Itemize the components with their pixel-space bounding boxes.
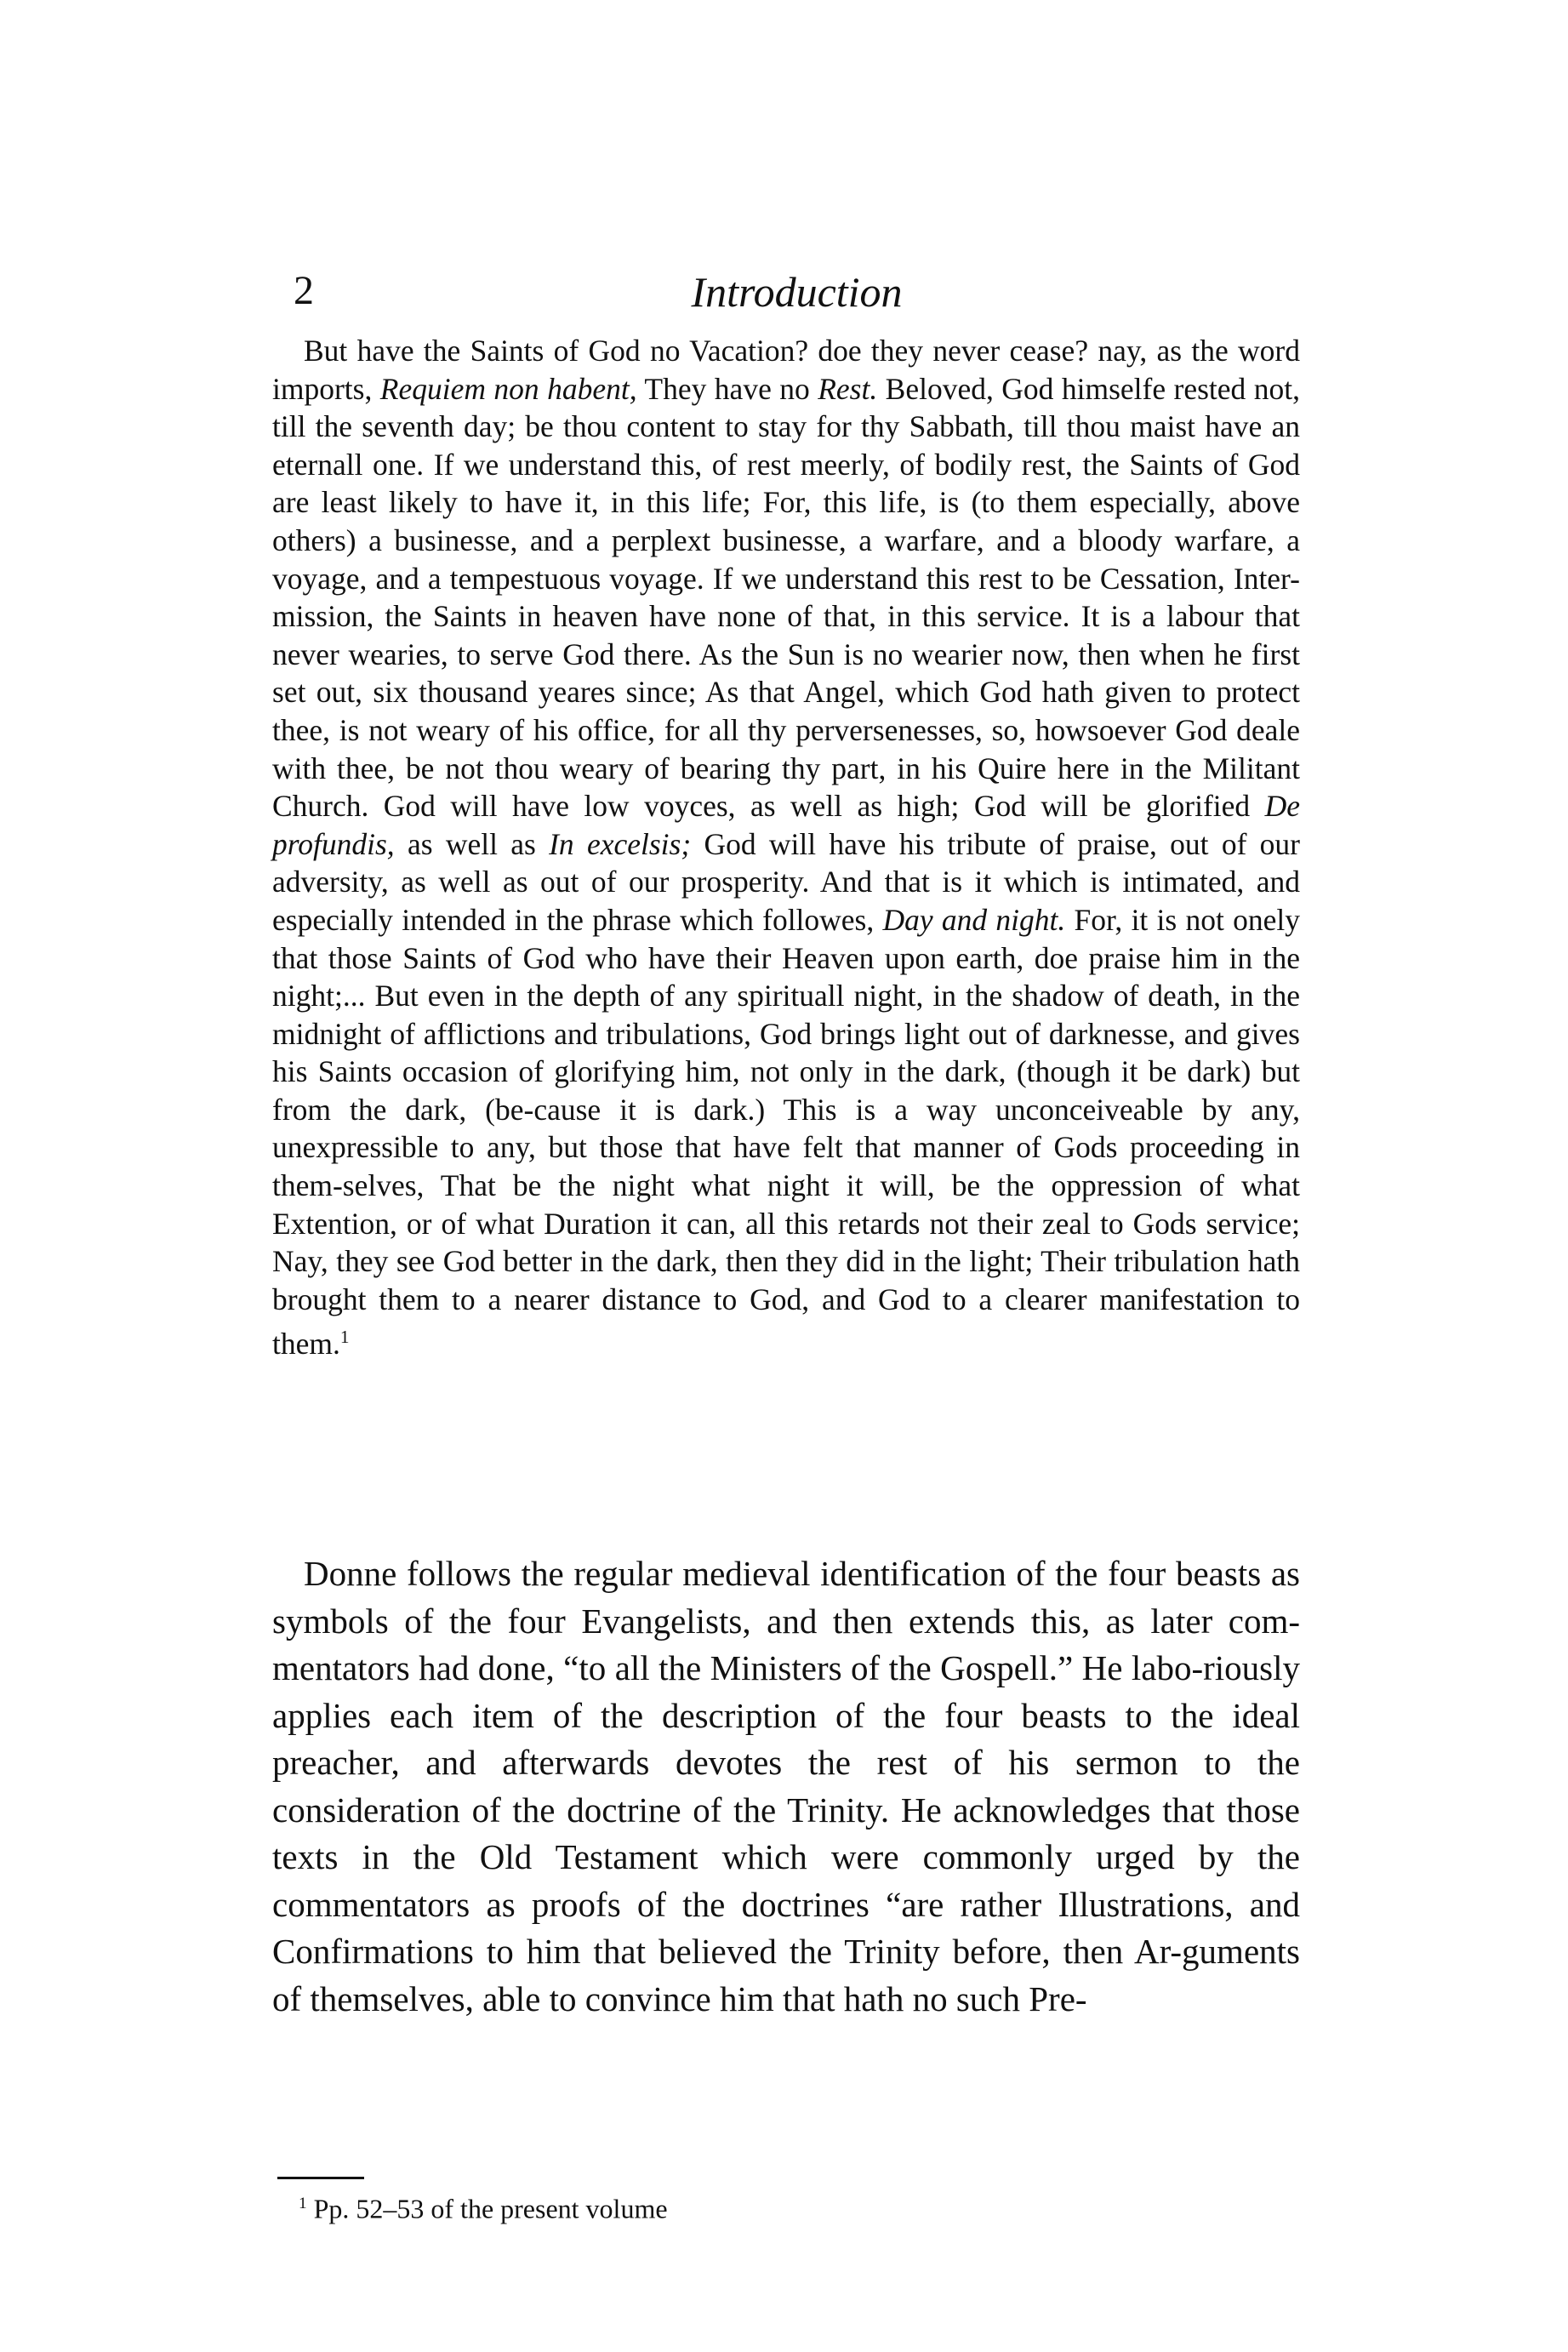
quote-text: But have the Saints of God no Vacation? doe they never cease? nay, as the word imports, bbox=[272, 334, 1300, 406]
footnote-mark: 1 bbox=[299, 2195, 307, 2212]
footnote bbox=[299, 2187, 668, 2226]
page-number: 2 bbox=[294, 268, 314, 313]
footnote-divider bbox=[277, 2177, 364, 2179]
quote-text: Beloved, God himselfe rested not, till the seventh day; be thou content to stay for thy Sabbath, till thou maist have an eternall one. If we understand this, of rest meerly, of bodily rest, the Saints of God are least likely to have it, in this life; For, this life, is (to them especially, above others) a businesse, and a perplext businesse, a warfare, and a bloody warfare, a voyage, and a tempestuous voyage. If we understand this rest to be Cessation, Inter-mission, the Saints in heaven have none of that, in this service. It is a labour that never wearies, to serve God there. As the Sun is no wearier now, then when he first set out, six thousand yeares since; As that Angel, which God hath given to protect thee, is not weary of his office, for all thy perversenesses, so, howsoever God deale with thee, be not thou weary of bearing thy part, in his Quire here in the Militant Church. God will have low voyces, as well as high; God will be glorified bbox=[272, 371, 1300, 824]
footnote-text: Pp. 52–53 of the present volume bbox=[313, 2193, 668, 2224]
block-quote bbox=[272, 332, 1300, 1363]
running-title: Introduction bbox=[691, 268, 903, 316]
quote-italic: In excelsis; bbox=[549, 826, 692, 861]
quote-italic: Rest. bbox=[818, 371, 878, 406]
footnote-reference: 1 bbox=[339, 1327, 350, 1348]
quote-text: They have no bbox=[636, 371, 818, 406]
quote-text: God will have his tribute of praise, out of our adversity, as well as out of our prosperity. And that is it which is intimated, and especially intended in the phrase which followes, bbox=[272, 826, 1300, 937]
body-paragraph: Donne follows the regular medieval identification of the four beasts as symbols of the four Evangelists, and then extends this, as later com-mentators had done, “to all the Ministers of the Gospell.” He labo-riously applies each item of the description of the four beasts to the ideal preacher, and afterwards devotes the rest of his sermon to the consideration of the doctrine of the Trinity. He acknowledges that those texts in the Old Testament which were commonly urged by the commentators as proofs of the doctrines “are rather Illustrations, and Confirmations to him that believed the Trinity before, then Ar-guments of themselves, able to convince him that hath no such Pre- bbox=[272, 1554, 1300, 2018]
quote-italic: De profundis, bbox=[272, 789, 1300, 861]
quote-italic: Day and night. bbox=[882, 902, 1066, 937]
quote-italic: Requiem non habent, bbox=[379, 371, 637, 406]
quote-text: For, it is not onely that those Saints of God who have their Heaven upon earth, doe praise him in the night;... But even in the depth of any spirituall night, in the shadow of death, in the midnight of afflictions and tribulations, God brings light out of darknesse, and gives his Saints occasion of glorifying him, not only in the dark, (though it be dark) but from the dark, (be-cause it is dark.) This is a way unconceiveable by any, unexpressible to any, but those that have felt that manner of Gods proceeding in them-selves, That be the night what night it will, be the oppression of what Extention, or of what Duration it can, all this retards not their zeal to Gods service; Nay, they see God better in the dark, then they did in the light; Their tribulation hath brought them to a nearer distance to God, and God to a clearer manifestation to them. bbox=[272, 902, 1300, 1362]
quote-text: as well as bbox=[394, 826, 550, 861]
